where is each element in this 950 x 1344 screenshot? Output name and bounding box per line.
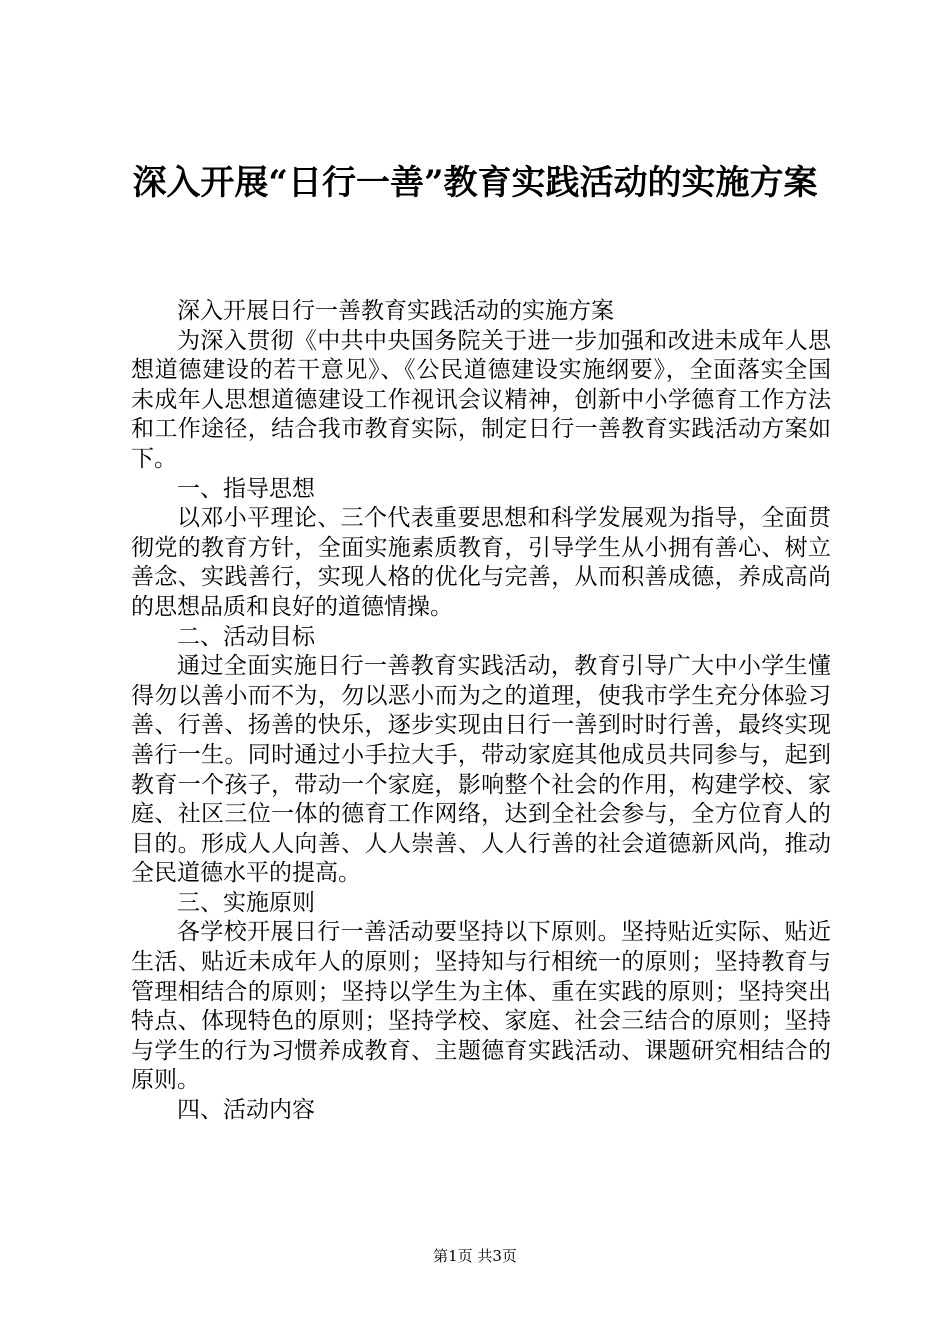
paragraph-intro: 为深入贯彻《中共中央国务院关于进一步加强和改进未成年人思想道德建设的若干意见》、《公民道德建设实施纲要》，全面落实全国未成年人思想道德建设工作视讯会议精神，创新中小学德育工作方法和工作途径，结合我市教育实际，制定日行一善教育实践活动方案如下。	[131, 327, 831, 472]
page-footer: 第1页 共3页	[433, 1247, 517, 1265]
document-body	[131, 297, 831, 1126]
heading-activity-goals: 二、活动目标	[177, 623, 315, 650]
paragraph-principles: 各学校开展日行一善活动要坚持以下原则。坚持贴近实际、贴近生活、贴近未成年人的原则；坚持知与行相统一的原则；坚持教育与管理相结合的原则；坚持以学生为主体、重在实践的原则；坚持突出特点、体现特色的原则；坚持学校、家庭、社会三结合的原则；坚持与学生的行为习惯养成教育、主题德育实践活动、课题研究相结合的原则。	[131, 919, 831, 1094]
paragraph-guiding-thought: 以邓小平理论、三个代表重要思想和科学发展观为指导，全面贯彻党的教育方针，全面实施素质教育，引导学生从小拥有善心、树立善念、实践善行，实现人格的优化与完善，从而积善成德，养成高尚的思想品质和良好的道德情操。	[131, 505, 831, 620]
document-title: 深入开展“日行一善”教育实践活动的实施方案	[132, 163, 818, 203]
heading-guiding-thought: 一、指导思想	[177, 475, 315, 502]
paragraph-subtitle: 深入开展日行一善教育实践活动的实施方案	[177, 298, 614, 324]
heading-activity-content: 四、活动内容	[177, 1097, 315, 1124]
heading-principles: 三、实施原则	[177, 889, 315, 916]
paragraph-activity-goals: 通过全面实施日行一善教育实践活动，教育引导广大中小学生懂得勿以善小而不为，勿以恶小而为之的道理，使我市学生充分体验习善、行善、扬善的快乐，逐步实现由日行一善到时时行善，最终实现善行一生。同时通过小手拉大手，带动家庭其他成员共同参与，起到教育一个孩子，带动一个家庭，影响整个社会的作用，构建学校、家庭、社区三位一体的德育工作网络，达到全社会参与，全方位育人的目的。形成人人向善、人人崇善、人人行善的社会道德新风尚，推动全民道德水平的提高。	[131, 653, 831, 887]
